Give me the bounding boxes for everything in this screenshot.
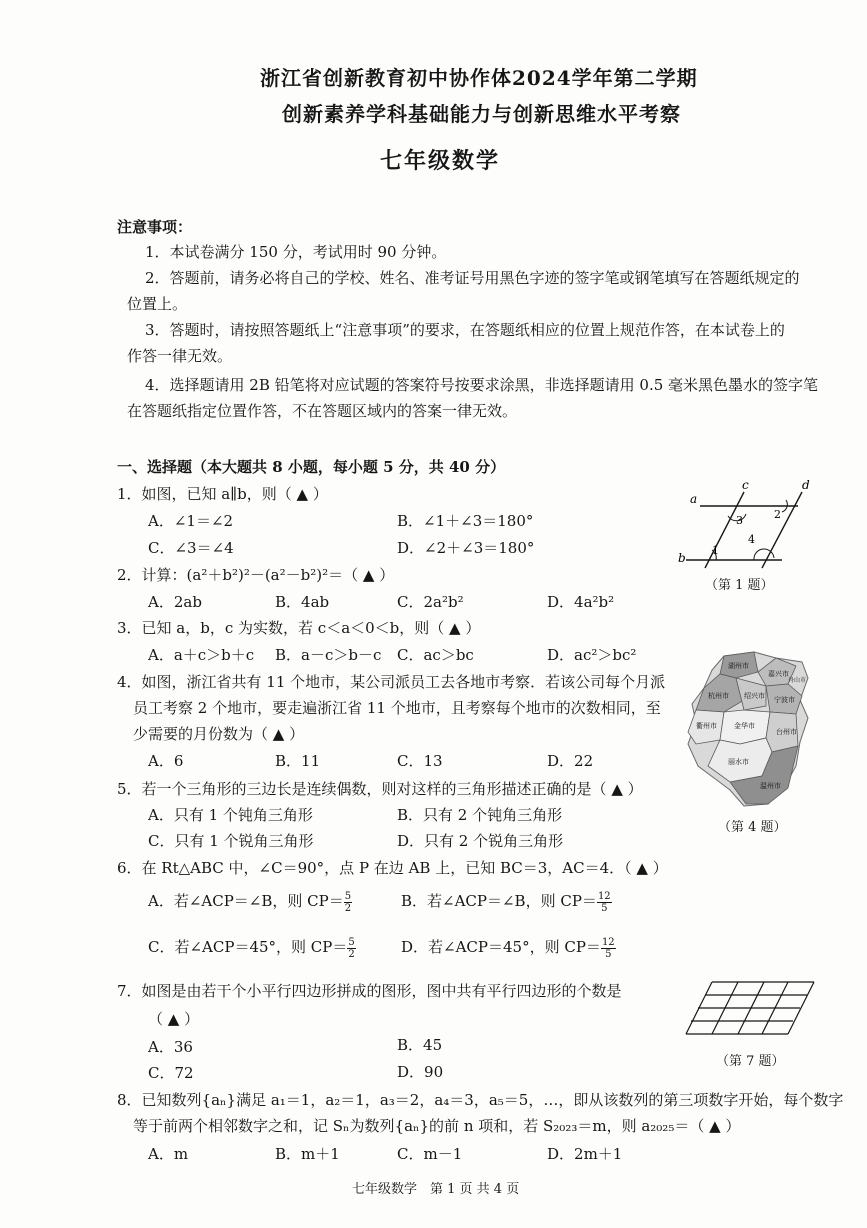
q5-option-c: C．只有 1 个锐角三角形 bbox=[148, 832, 314, 850]
q4-option-b: B．11 bbox=[275, 752, 321, 770]
q6-option-d: D．若∠ACP＝45°，则 CP＝ $\frac{12}{5}$ bbox=[401, 936, 615, 960]
line-c bbox=[705, 492, 744, 568]
label-angle-2: 2 bbox=[774, 508, 781, 521]
note-3a: 3．答题时，请按照答题纸上“注意事项”的要求，在答题纸相应的位置上规范作答，在本试卷上的 bbox=[145, 321, 785, 339]
q8-line1: 8．已知数列{aₙ}满足 a₁＝1，a₂＝1，a₃＝2，a₄＝3，a₅＝5，…，即从该数列的第三项数字开始，每个数字 bbox=[117, 1091, 844, 1109]
q4-line2: 员工考察 2 个地市，要走遍浙江省 11 个地市，且考察每个地市的次数相同，至 bbox=[133, 699, 661, 717]
q3-option-c: C．ac＞bc bbox=[397, 646, 474, 664]
map-label-quzhou: 衢州市 bbox=[696, 722, 717, 730]
note-2b: 位置上。 bbox=[127, 295, 188, 313]
q4-line1: 4．如图，浙江省共有 11 个地市，某公司派员工去各地市考察．若该公司每个月派 bbox=[117, 673, 666, 691]
q1-option-c: C．∠3＝∠4 bbox=[148, 539, 234, 557]
note-4b: 在答题纸指定位置作答，不在答题区域内的答案一律无效。 bbox=[127, 402, 518, 420]
q1-option-b: B．∠1＋∠3＝180° bbox=[397, 512, 534, 530]
q4-option-a: A．6 bbox=[148, 752, 184, 770]
map-label-ningbo: 宁波市 bbox=[774, 696, 795, 704]
q8-line2: 等于前两个相邻数字之和，记 Sₙ为数列{aₙ}的前 n 项和，若 S₂₀₂₃＝m，则 a₂₀₂₅＝（ ▲ ） bbox=[133, 1117, 741, 1135]
q6-stem: 6．在 Rt△ABC 中，∠C＝90°，点 P 在边 AB 上，已知 BC＝3，AC＝4．（ ▲ ） bbox=[117, 859, 668, 877]
q6-option-c: C．若∠ACP＝45°，则 CP＝ $\frac{5}{2}$ bbox=[148, 936, 355, 960]
q1-caption: （第 1 题） bbox=[705, 578, 774, 593]
q8-option-d: D．2m＋1 bbox=[547, 1145, 623, 1163]
map-label-wenzhou: 温州市 bbox=[760, 782, 781, 790]
zhejiang-map bbox=[684, 648, 812, 810]
q5-option-d: D．只有 2 个锐角三角形 bbox=[397, 832, 564, 850]
q1-option-d: D．∠2＋∠3＝180° bbox=[397, 539, 535, 557]
label-c: c bbox=[742, 478, 749, 492]
map-label-huzhou: 湖州市 bbox=[728, 662, 749, 670]
exam-subject: 七年级数学 bbox=[380, 148, 501, 174]
q7-line2: （ ▲ ） bbox=[148, 1010, 200, 1028]
q7-line1: 7．如图是由若干个小平行四边形拼成的图形，图中共有平行四边形的个数是 bbox=[117, 982, 622, 1000]
map-label-jinhua: 金华市 bbox=[734, 722, 755, 730]
section-heading: 一、选择题（本大题共 8 小题，每小题 5 分，共 40 分） bbox=[117, 458, 506, 476]
q2-option-a: A．2ab bbox=[148, 593, 202, 611]
map-label-shaoxing: 绍兴市 bbox=[744, 692, 765, 700]
q1-figure bbox=[670, 478, 820, 573]
map-label-lishui: 丽水市 bbox=[728, 758, 749, 766]
q5-option-b: B．只有 2 个钝角三角形 bbox=[397, 806, 563, 824]
page-footer: 七年级数学 第 1 页 共 4 页 bbox=[352, 1182, 520, 1197]
q7-option-a: A．36 bbox=[148, 1038, 193, 1056]
label-a: a bbox=[690, 492, 698, 506]
exam-title-line1: 浙江省创新教育初中协作体2024学年第二学期 bbox=[260, 66, 698, 90]
line-d bbox=[762, 492, 802, 568]
note-4a: 4．选择题请用 2B 铅笔将对应试题的答案符号按要求涂黑，非选择题请用 0.5 毫米黑色墨水的签字笔 bbox=[145, 376, 819, 394]
q4-line3: 少需要的月份数为（ ▲ ） bbox=[133, 725, 305, 743]
label-b: b bbox=[678, 551, 686, 565]
map-label-jiaxing: 嘉兴市 bbox=[768, 670, 789, 678]
q3-option-a: A．a＋c＞b＋c bbox=[148, 646, 255, 664]
q1-option-a: A．∠1＝∠2 bbox=[148, 512, 234, 530]
q1-stem: 1．如图，已知 a∥b，则（ ▲ ） bbox=[117, 485, 328, 503]
q6-option-b: B．若∠ACP＝∠B，则 CP＝ $\frac{12}{5}$ bbox=[401, 890, 611, 914]
q2-option-d: D．4a²b² bbox=[547, 593, 615, 611]
q4-caption: （第 4 题） bbox=[718, 820, 787, 835]
q8-option-b: B．m＋1 bbox=[275, 1145, 340, 1163]
q7-option-b: B．45 bbox=[397, 1036, 443, 1054]
q4-option-c: C．13 bbox=[397, 752, 443, 770]
q7-option-d: D．90 bbox=[397, 1063, 444, 1081]
q6-option-a: A．若∠ACP＝∠B，则 CP＝ $\frac{5}{2}$ bbox=[148, 890, 352, 914]
q2-stem: 2．计算：(a²＋b²)²－(a²－b²)²＝（ ▲ ） bbox=[117, 566, 395, 584]
map-label-zhoushan: 舟山市 bbox=[788, 677, 807, 684]
q8-option-c: C．m－1 bbox=[397, 1145, 463, 1163]
q2-option-c: C．2a²b² bbox=[397, 593, 464, 611]
label-angle-1: 1 bbox=[712, 544, 719, 557]
note-2a: 2．答题前，请务必将自己的学校、姓名、准考证号用黑色字迹的签字笔或钢笔填写在答题纸规定的 bbox=[145, 269, 800, 287]
q5-stem: 5．若一个三角形的三边长是连续偶数，则对这样的三角形描述正确的是（ ▲ ） bbox=[117, 780, 643, 798]
q3-option-d: D．ac²＞bc² bbox=[547, 646, 637, 664]
q3-stem: 3．已知 a，b，c 为实数，若 c＜a＜0＜b，则（ ▲ ） bbox=[117, 619, 481, 637]
notes-heading: 注意事项： bbox=[117, 218, 193, 236]
q2-option-b: B．4ab bbox=[275, 593, 330, 611]
note-3b: 作答一律无效。 bbox=[127, 347, 233, 365]
q7-figure bbox=[684, 976, 820, 1046]
map-label-taizhou: 台州市 bbox=[776, 728, 797, 736]
q7-caption: （第 7 题） bbox=[716, 1054, 785, 1069]
label-angle-4: 4 bbox=[748, 533, 755, 546]
q8-option-a: A．m bbox=[148, 1145, 189, 1163]
q7-option-c: C．72 bbox=[148, 1064, 194, 1082]
label-d: d bbox=[802, 478, 810, 492]
exam-title-line2: 创新素养学科基础能力与创新思维水平考察 bbox=[282, 102, 681, 126]
q4-option-d: D．22 bbox=[547, 752, 594, 770]
note-1: 1．本试卷满分 150 分，考试用时 90 分钟。 bbox=[145, 243, 447, 261]
q5-option-a: A．只有 1 个钝角三角形 bbox=[148, 806, 313, 824]
q3-option-b: B．a－c＞b－c bbox=[275, 646, 382, 664]
label-angle-3: 3 bbox=[736, 514, 743, 527]
map-label-hangzhou: 杭州市 bbox=[708, 692, 729, 700]
